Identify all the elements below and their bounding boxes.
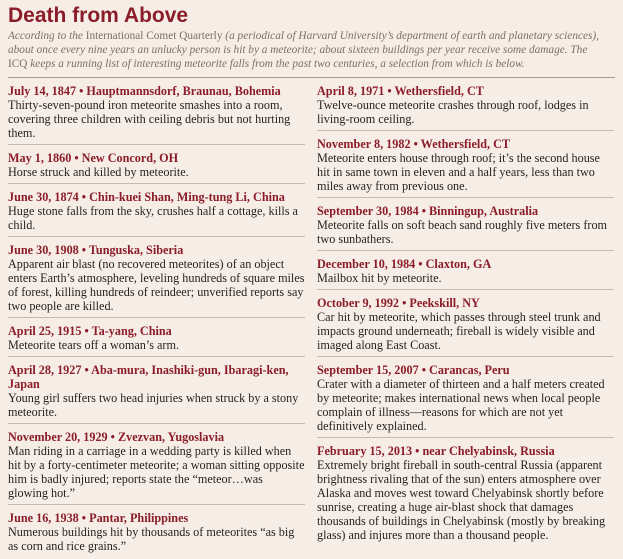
list-item	[317, 137, 614, 198]
entry-description: Young girl suffers two head injuries when struck by a stony meteorite.	[8, 391, 299, 419]
list-item	[8, 243, 305, 318]
entry-divider	[8, 356, 305, 357]
entry-divider	[317, 356, 614, 357]
list-item	[8, 363, 305, 424]
entry-divider	[8, 183, 305, 184]
header-divider	[8, 77, 615, 78]
entry-description: Crater with a diameter of thirteen and a half meters created by meteorite; makes international news when local people complain of illness—reasons for which are not yet definitively explained.	[317, 377, 605, 433]
article-title: Death from Above	[8, 4, 189, 27]
entry-description: Huge stone falls from the sky, crushes half a cottage, kills a child.	[8, 204, 298, 232]
entry-description: Thirty-seven-pound iron meteorite smashes into a room, covering three children with ceiling debris but not hurting them.	[8, 98, 291, 140]
entry-heading: July 14, 1847 • Hauptmannsdorf, Braunau, Bohemia	[8, 84, 281, 98]
list-item	[8, 511, 305, 553]
entry-description: Mailbox hit by meteorite.	[317, 271, 442, 285]
entry-heading: June 30, 1874 • Chin-kuei Shan, Ming-tung Li, China	[8, 190, 285, 204]
entries-columns	[8, 84, 615, 559]
entry-divider	[8, 317, 305, 318]
entry-heading: April 28, 1927 • Aba-mura, Inashiki-gun, Ibaragi-ken, Japan	[8, 363, 289, 391]
intro-part3: keeps a running list of interesting meteorite falls from the past two centuries, a selection from which is below.	[27, 58, 525, 70]
entry-heading: November 8, 1982 • Wethersfield, CT	[317, 137, 511, 151]
entry-description: Car hit by meteorite, which passes through steel trunk and impacts ground underneath; fireball is widely visible and imaged along East Coast.	[317, 310, 601, 352]
list-item	[317, 296, 614, 357]
entry-heading: September 15, 2007 • Carancas, Peru	[317, 363, 510, 377]
entry-description: Apparent air blast (no recovered meteorites) of an object enters Earth’s atmosphere, leveling hundreds of square miles of forest, killing hundreds of reindeer; unverified reports say two people are killed.	[8, 257, 305, 313]
entry-divider	[8, 504, 305, 505]
entry-description: Man riding in a carriage in a wedding party is killed when hit by a forty-centimeter meteorite; a woman sitting opposite him is badly injured; reports state the “meteor…was glowing hot.”	[8, 444, 305, 500]
entry-heading: May 1, 1860 • New Concord, OH	[8, 151, 179, 165]
entry-divider	[317, 437, 614, 438]
entry-heading: November 20, 1929 • Zvezvan, Yugoslavia	[8, 430, 225, 444]
entry-description: Twelve-ounce meteorite crashes through roof, lodges in living-room ceiling.	[317, 98, 589, 126]
entry-heading: April 8, 1971 • Wethersfield, CT	[317, 84, 484, 98]
entry-description: Numerous buildings hit by thousands of meteorites “as big as corn and rice grains.”	[8, 525, 295, 553]
list-item	[317, 204, 614, 251]
list-item	[8, 151, 305, 184]
list-item	[8, 190, 305, 237]
intro-abbr: ICQ	[8, 58, 28, 70]
entry-divider	[8, 423, 305, 424]
list-item	[8, 84, 305, 145]
entry-heading: September 30, 1984 • Binningup, Australia	[317, 204, 539, 218]
entry-divider	[317, 130, 614, 131]
entry-heading: October 9, 1992 • Peekskill, NY	[317, 296, 480, 310]
right-column	[317, 84, 614, 559]
entry-divider	[317, 289, 614, 290]
list-item	[317, 363, 614, 438]
entry-heading: April 25, 1915 • Ta-yang, China	[8, 324, 172, 338]
list-item	[317, 84, 614, 131]
entry-divider	[8, 236, 305, 237]
intro-part2: (a periodical of Harvard University’s department of earth and planetary sciences), about once every nine years an unlucky person is hit by a meteorite; about sixteen buildings per year receive some damage. The	[8, 30, 599, 56]
entry-divider	[317, 197, 614, 198]
list-item	[317, 257, 614, 290]
intro-part1: According to the	[8, 30, 86, 42]
intro-publication: International Comet Quarterly	[85, 30, 223, 42]
intro-paragraph	[8, 29, 615, 71]
list-item	[8, 430, 305, 505]
list-item	[317, 444, 614, 542]
list-item	[8, 324, 305, 357]
entry-description: Meteorite tears off a woman’s arm.	[8, 338, 180, 352]
entry-description: Meteorite falls on soft beach sand roughly five meters from two sunbathers.	[317, 218, 608, 246]
entry-heading: June 30, 1908 • Tunguska, Siberia	[8, 243, 184, 257]
entry-description: Horse struck and killed by meteorite.	[8, 165, 189, 179]
entry-description: Meteorite enters house through roof; it’s the second house hit in same town in eleven and a half years, less than two miles away from previous one.	[317, 151, 600, 193]
entry-divider	[8, 144, 305, 145]
entry-description: Extremely bright fireball in south-central Russia (apparent brightness rivaling that of the sun) enters atmosphere over Alaska and moves west toward Chelyabinsk shortly before sunrise, creating a huge air-blast shock that damages thousands of buildings in Chelyabinsk (mostly by breaking glass) and injures more than a thousand people.	[317, 458, 606, 542]
entry-divider	[317, 250, 614, 251]
entry-heading: June 16, 1938 • Pantar, Philippines	[8, 511, 189, 525]
left-column	[8, 84, 305, 559]
entry-heading: February 15, 2013 • near Chelyabinsk, Russia	[317, 444, 555, 458]
entry-heading: December 10, 1984 • Claxton, GA	[317, 257, 492, 271]
